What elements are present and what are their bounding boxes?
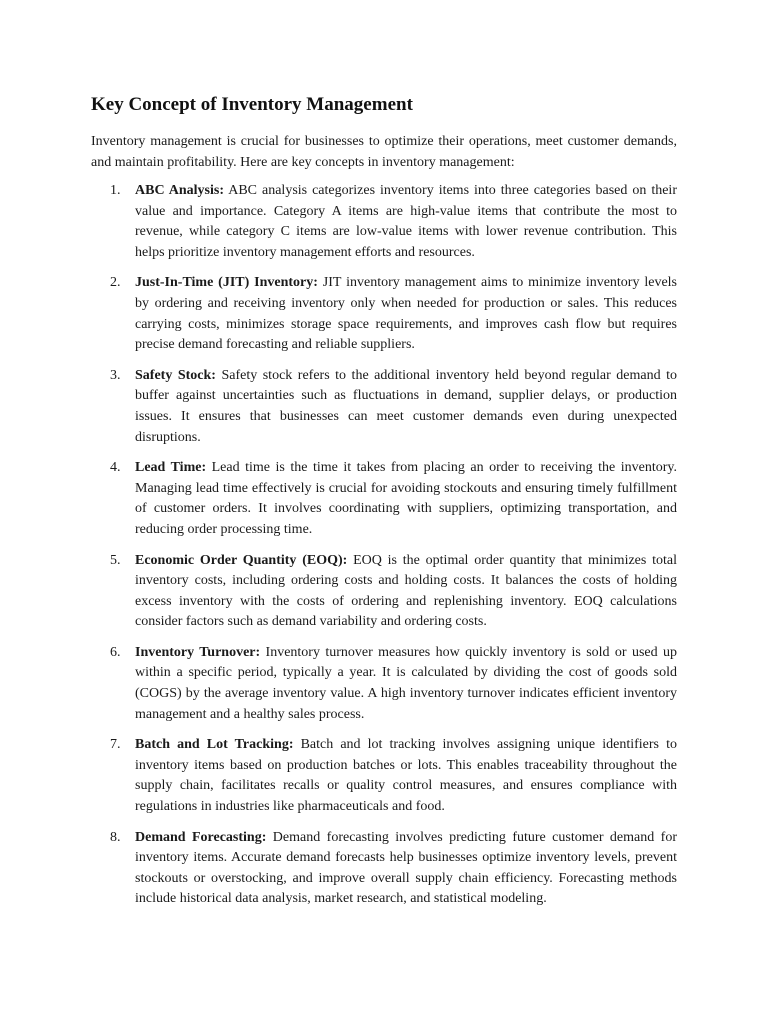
list-item bbox=[91, 181, 677, 263]
item-text: Batch and lot tracking involves assigning unique identifiers to inventory items based on production batches or lots. This enables traceability throughout the supply chain, facilitates recalls or quality control measures, and ensures compliance with regulations in industries like pharmaceuticals and food. bbox=[135, 737, 677, 815]
list-item bbox=[91, 643, 677, 725]
list-item bbox=[91, 366, 677, 448]
item-number: 7. bbox=[110, 737, 121, 753]
list-item bbox=[91, 458, 677, 540]
item-number: 4. bbox=[110, 460, 121, 476]
intro-paragraph: Inventory management is crucial for businesses to optimize their operations, meet customer demands, and maintain profitability. Here are key concepts in inventory management: bbox=[91, 134, 677, 170]
document-page bbox=[91, 92, 677, 920]
item-number: 2. bbox=[110, 275, 121, 291]
item-number: 3. bbox=[110, 367, 121, 383]
item-term: Batch and Lot Tracking: bbox=[135, 737, 294, 753]
item-term: Demand Forecasting: bbox=[135, 829, 267, 845]
document-title: Key Concept of Inventory Management bbox=[91, 94, 413, 115]
item-term: Just-In-Time (JIT) Inventory: bbox=[135, 275, 318, 291]
item-term: Lead Time: bbox=[135, 460, 207, 476]
concept-list bbox=[91, 181, 677, 910]
item-term: Economic Order Quantity (EOQ): bbox=[135, 552, 348, 568]
item-text: Safety stock refers to the additional inventory held beyond regular demand to buffer against uncertainties such as fluctuations in demand, supplier delays, or production issues. It ensures that businesses can meet customer demands even during unexpected disruptions. bbox=[135, 367, 678, 445]
item-number: 5. bbox=[110, 552, 121, 568]
list-item bbox=[91, 828, 677, 910]
item-text: JIT inventory management aims to minimize inventory levels by ordering and receiving inventory only when needed for production or sales. This reduces carrying costs, minimizes storage space requirements, and improves cash flow but requires precise demand forecasting and reliable suppliers. bbox=[135, 275, 677, 353]
item-number: 8. bbox=[110, 829, 121, 845]
list-item bbox=[91, 273, 677, 355]
item-number: 1. bbox=[110, 183, 121, 198]
item-text: EOQ is the optimal order quantity that minimizes total inventory costs, including ordering costs and holding costs. It balances the costs of holding excess inventory with the costs of ordering and replenishing inventory. EOQ calculations consider factors such as demand variability and ordering costs. bbox=[135, 552, 677, 630]
item-text: Inventory turnover measures how quickly inventory is sold or used up within a specific period, typically a year. It is calculated by dividing the cost of goods sold (COGS) by the average inventory value. A high inventory turnover indicates efficient inventory management and a healthy sales process. bbox=[135, 644, 677, 722]
item-term: Safety Stock: bbox=[135, 367, 216, 383]
item-term: ABC Analysis: bbox=[135, 183, 225, 198]
item-text: ABC analysis categorizes inventory items into three categories based on their value and importance. Category A items are high-value items that contribute the most to revenue, while category C items are low-value items with lower revenue contribution. This helps prioritize inventory management efforts and resources. bbox=[135, 183, 677, 260]
list-item bbox=[91, 735, 677, 817]
item-text: Lead time is the time it takes from placing an order to receiving the inventory. Managing lead time effectively is crucial for avoiding stockouts and ensuring timely fulfillment of customer orders. It involves coordinating with suppliers, optimizing transportation, and reducing order processing time. bbox=[135, 460, 677, 537]
item-term: Inventory Turnover: bbox=[135, 644, 261, 660]
item-text: Demand forecasting involves predicting future customer demand for inventory items. Accurate demand forecasts help businesses optimize inventory levels, prevent stockouts or overstocking, and improve overall supply chain efficiency. Forecasting methods include historical data analysis, market research, and statistical modeling. bbox=[135, 829, 677, 907]
list-item bbox=[91, 551, 677, 633]
item-number: 6. bbox=[110, 644, 121, 660]
